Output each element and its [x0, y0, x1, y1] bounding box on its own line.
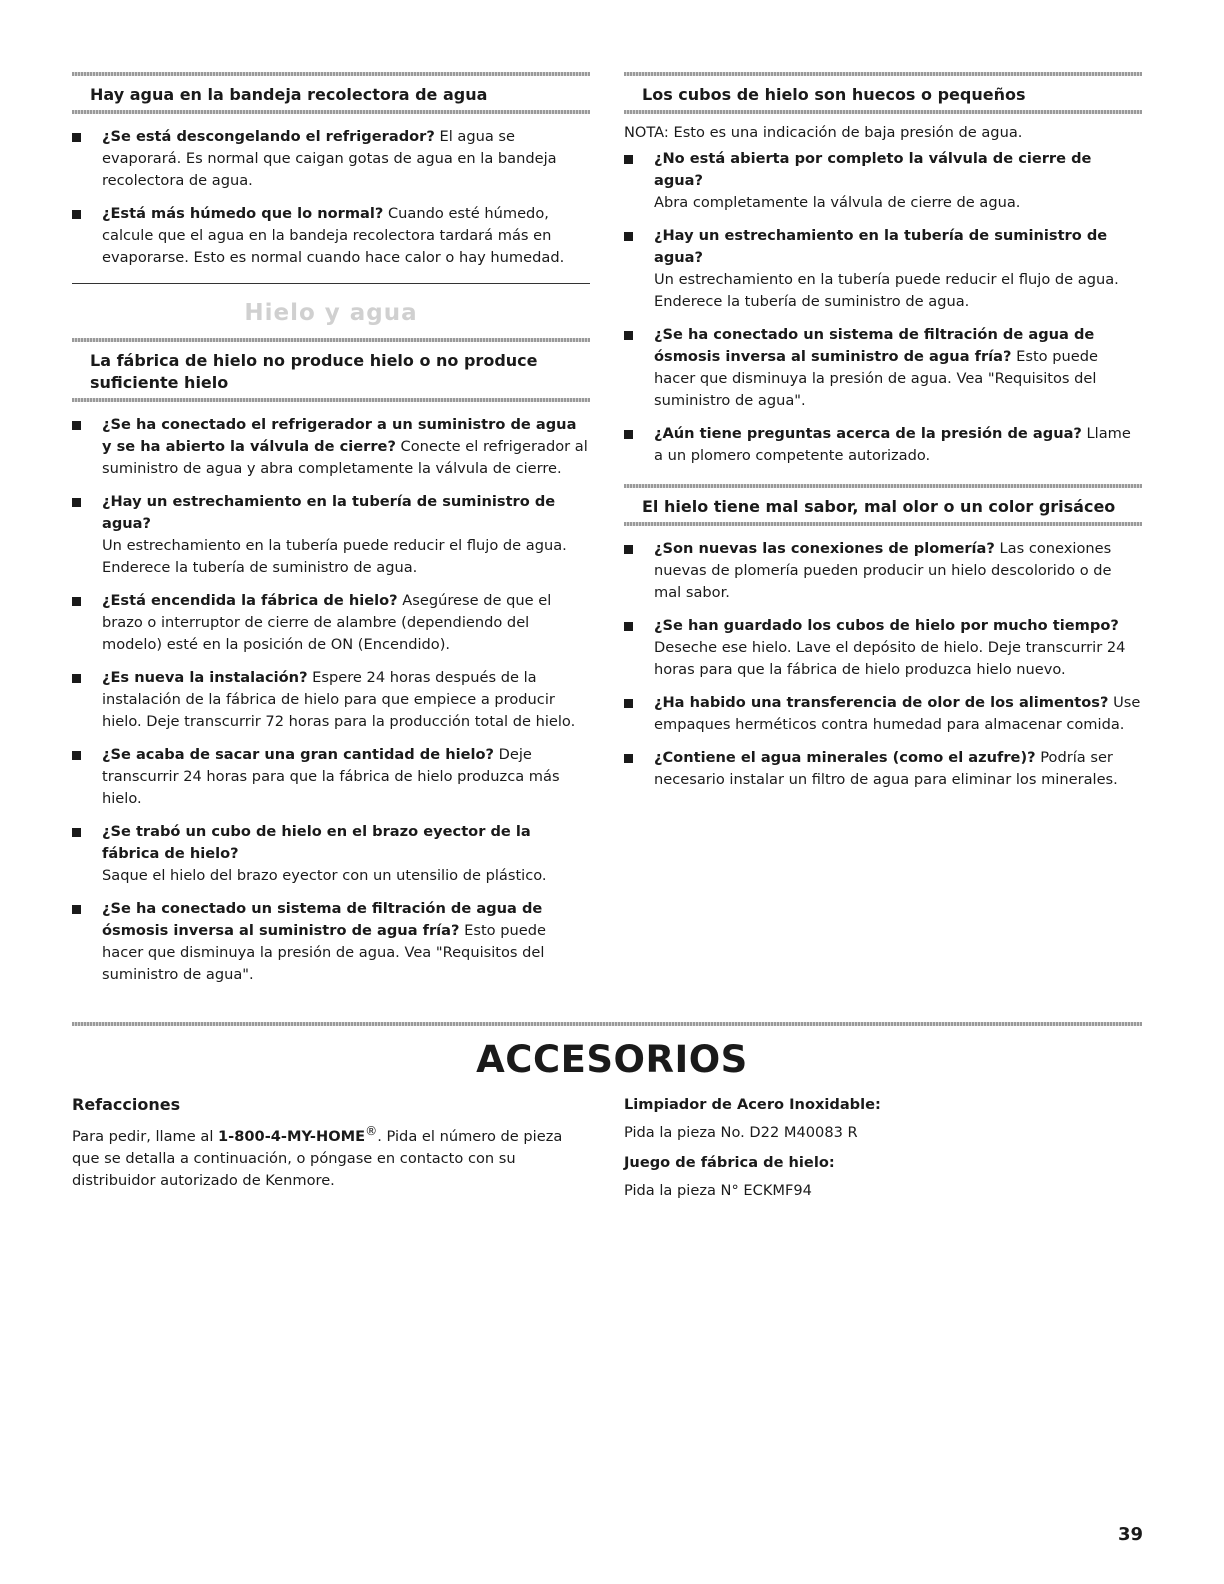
- bullet-icon: [624, 331, 633, 340]
- answer: Abra completamente la válvula de cierre de agua.: [654, 194, 1021, 211]
- hollow-ice-list: [624, 148, 1142, 467]
- list-item: [624, 747, 1142, 791]
- question: ¿No está abierta por completo la válvula de cierre de agua?: [654, 150, 1092, 189]
- question: ¿Hay un estrechamiento en la tubería de suministro de agua?: [654, 227, 1108, 266]
- bullet-icon: [624, 699, 633, 708]
- list-item: [624, 692, 1142, 736]
- phone-number: 1-800-4-MY-HOME: [218, 1127, 366, 1145]
- bullet-icon: [624, 622, 633, 631]
- list-item: [72, 414, 590, 480]
- registered-mark: ®: [365, 1124, 378, 1138]
- category-heading: Hielo y agua: [244, 300, 418, 326]
- list-item: [72, 590, 590, 656]
- bad-taste-ice-list: [624, 538, 1142, 791]
- section-rule: [624, 522, 1142, 526]
- section-rule: [624, 110, 1142, 114]
- section-title-icemaker-not-producing: La fábrica de hielo no produce hielo o no produce suficiente hielo: [90, 351, 538, 392]
- answer: Podría ser necesario instalar un filtro de agua para eliminar los minerales.: [654, 749, 1118, 788]
- bullet-icon: [624, 430, 633, 439]
- question: ¿Se está descongelando el refrigerador?: [102, 128, 435, 145]
- bullet-icon: [624, 545, 633, 554]
- icemaker-not-producing-list: [72, 414, 590, 986]
- parts-block: [624, 1094, 1142, 1210]
- bullet-icon: [72, 597, 81, 606]
- bullet-icon: [72, 498, 81, 507]
- bullet-icon: [72, 751, 81, 760]
- bullet-icon: [72, 133, 81, 142]
- juego-text: Pida la pieza N° ECKMF94: [624, 1182, 812, 1199]
- list-item: [72, 744, 590, 810]
- question: ¿Está más húmedo que lo normal?: [102, 205, 384, 222]
- question: ¿Ha habido una transferencia de olor de los alimentos?: [654, 694, 1109, 711]
- answer: Use empaques herméticos contra humedad para almacenar comida.: [654, 694, 1141, 733]
- list-item: [624, 324, 1142, 412]
- answer: Un estrechamiento en la tubería puede reducir el flujo de agua. Enderece la tubería de suministro de agua.: [654, 271, 1119, 310]
- bullet-icon: [72, 828, 81, 837]
- list-item: [624, 148, 1142, 214]
- bullet-icon: [72, 674, 81, 683]
- list-item: [72, 667, 590, 733]
- answer: Deje transcurrir 24 horas para que la fábrica de hielo produzca más hielo.: [102, 746, 560, 807]
- page-number: 39: [1118, 1524, 1144, 1545]
- bullet-icon: [624, 754, 633, 763]
- answer: Cuando esté húmedo, calcule que el agua en la bandeja recolectora tardará más en evaporarse. Esto es normal cuando hace calor o hay humedad.: [102, 205, 565, 266]
- refacciones-text: [72, 1120, 592, 1192]
- answer: Saque el hielo del brazo eyector con un utensilio de plástico.: [102, 867, 547, 884]
- limpiador-heading: Limpiador de Acero Inoxidable:: [624, 1096, 881, 1113]
- question: ¿Se ha conectado un sistema de filtración de agua de ósmosis inversa al suministro de agua fría?: [102, 900, 543, 939]
- answer: Asegúrese de que el brazo o interruptor de cierre de alambre (dependiendo del modelo) esté en la posición de ON (Encendido).: [102, 592, 552, 653]
- answer: El agua se evaporará. Es normal que caigan gotas de agua en la bandeja recolectora de agua.: [102, 128, 557, 189]
- question: ¿Hay un estrechamiento en la tubería de suministro de agua?: [102, 493, 556, 532]
- question: ¿Se han guardado los cubos de hielo por mucho tiempo?: [654, 617, 1119, 634]
- answer: Esto puede hacer que disminuya la presión de agua. Vea "Requisitos del suministro de agua".: [654, 348, 1098, 409]
- list-item: [624, 225, 1142, 313]
- list-item: [72, 821, 590, 887]
- water-in-drip-pan-list: [72, 126, 590, 269]
- question: ¿Son nuevas las conexiones de plomería?: [654, 540, 995, 557]
- section-rule: [72, 398, 590, 402]
- list-item: [72, 126, 590, 192]
- bullet-icon: [72, 905, 81, 914]
- note: NOTA: Esto es una indicación de baja presión de agua.: [624, 124, 1023, 141]
- refacciones-text-start: Para pedir, llame al: [72, 1127, 219, 1145]
- list-item: [72, 491, 590, 579]
- list-item: [624, 423, 1142, 467]
- list-item: [72, 898, 590, 986]
- section-title-water-in-drip-pan: Hay agua en la bandeja recolectora de agua: [90, 85, 488, 104]
- list-item: [624, 538, 1142, 604]
- accessories-rule: [72, 1022, 1142, 1026]
- left-column: [72, 72, 590, 997]
- question: ¿Aún tiene preguntas acerca de la presión de agua?: [654, 425, 1082, 442]
- answer: Esto puede hacer que disminuya la presión de agua. Vea "Requisitos del suministro de agua".: [102, 922, 546, 983]
- list-item: [624, 615, 1142, 681]
- bullet-icon: [624, 232, 633, 241]
- question: ¿Está encendida la fábrica de hielo?: [102, 592, 398, 609]
- right-column: [624, 72, 1142, 802]
- bullet-icon: [72, 421, 81, 430]
- limpiador-text: Pida la pieza No. D22 M40083 R: [624, 1124, 858, 1141]
- refacciones-heading: Refacciones: [72, 1095, 181, 1114]
- bullet-icon: [624, 155, 633, 164]
- section-title-hollow-ice: Los cubos de hielo son huecos o pequeños: [642, 85, 1026, 104]
- question: ¿Se trabó un cubo de hielo en el brazo eyector de la fábrica de hielo?: [102, 823, 531, 862]
- question: ¿Se acaba de sacar una gran cantidad de hielo?: [102, 746, 494, 763]
- answer: Un estrechamiento en la tubería puede reducir el flujo de agua. Enderece la tubería de suministro de agua.: [102, 537, 567, 576]
- refacciones-text-end: . Pida el número de pieza que se detalla a continuación, o póngase en contacto con su distribuidor autorizado de Kenmore.: [72, 1127, 563, 1189]
- answer: Espere 24 horas después de la instalación de la fábrica de hielo para que empiece a producir hielo. Deje transcurrir 72 horas para la producción total de hielo.: [102, 669, 576, 730]
- answer: Deseche ese hielo. Lave el depósito de hielo. Deje transcurrir 24 horas para que la fábrica de hielo produzca hielo nuevo.: [654, 639, 1126, 678]
- answer: Conecte el refrigerador al suministro de agua y abra completamente la válvula de cierre.: [102, 438, 588, 477]
- answer: Las conexiones nuevas de plomería pueden producir un hielo descolorido o de mal sabor.: [654, 540, 1112, 601]
- section-title-bad-taste-ice: El hielo tiene mal sabor, mal olor o un color grisáceo: [642, 497, 1116, 516]
- section-rule: [72, 110, 590, 114]
- accessories-title: ACCESORIOS: [476, 1038, 748, 1081]
- question: ¿Se ha conectado el refrigerador a un suministro de agua y se ha abierto la válvula de cierre?: [102, 416, 577, 455]
- refacciones-block: [72, 1094, 592, 1200]
- question: ¿Contiene el agua minerales (como el azufre)?: [654, 749, 1036, 766]
- list-item: [72, 203, 590, 269]
- divider: [72, 283, 590, 284]
- question: ¿Se ha conectado un sistema de filtración de agua de ósmosis inversa al suministro de agua fría?: [654, 326, 1095, 365]
- juego-heading: Juego de fábrica de hielo:: [624, 1154, 835, 1171]
- bullet-icon: [72, 210, 81, 219]
- answer: Llame a un plomero competente autorizado.: [654, 425, 1131, 464]
- question: ¿Es nueva la instalación?: [102, 669, 308, 686]
